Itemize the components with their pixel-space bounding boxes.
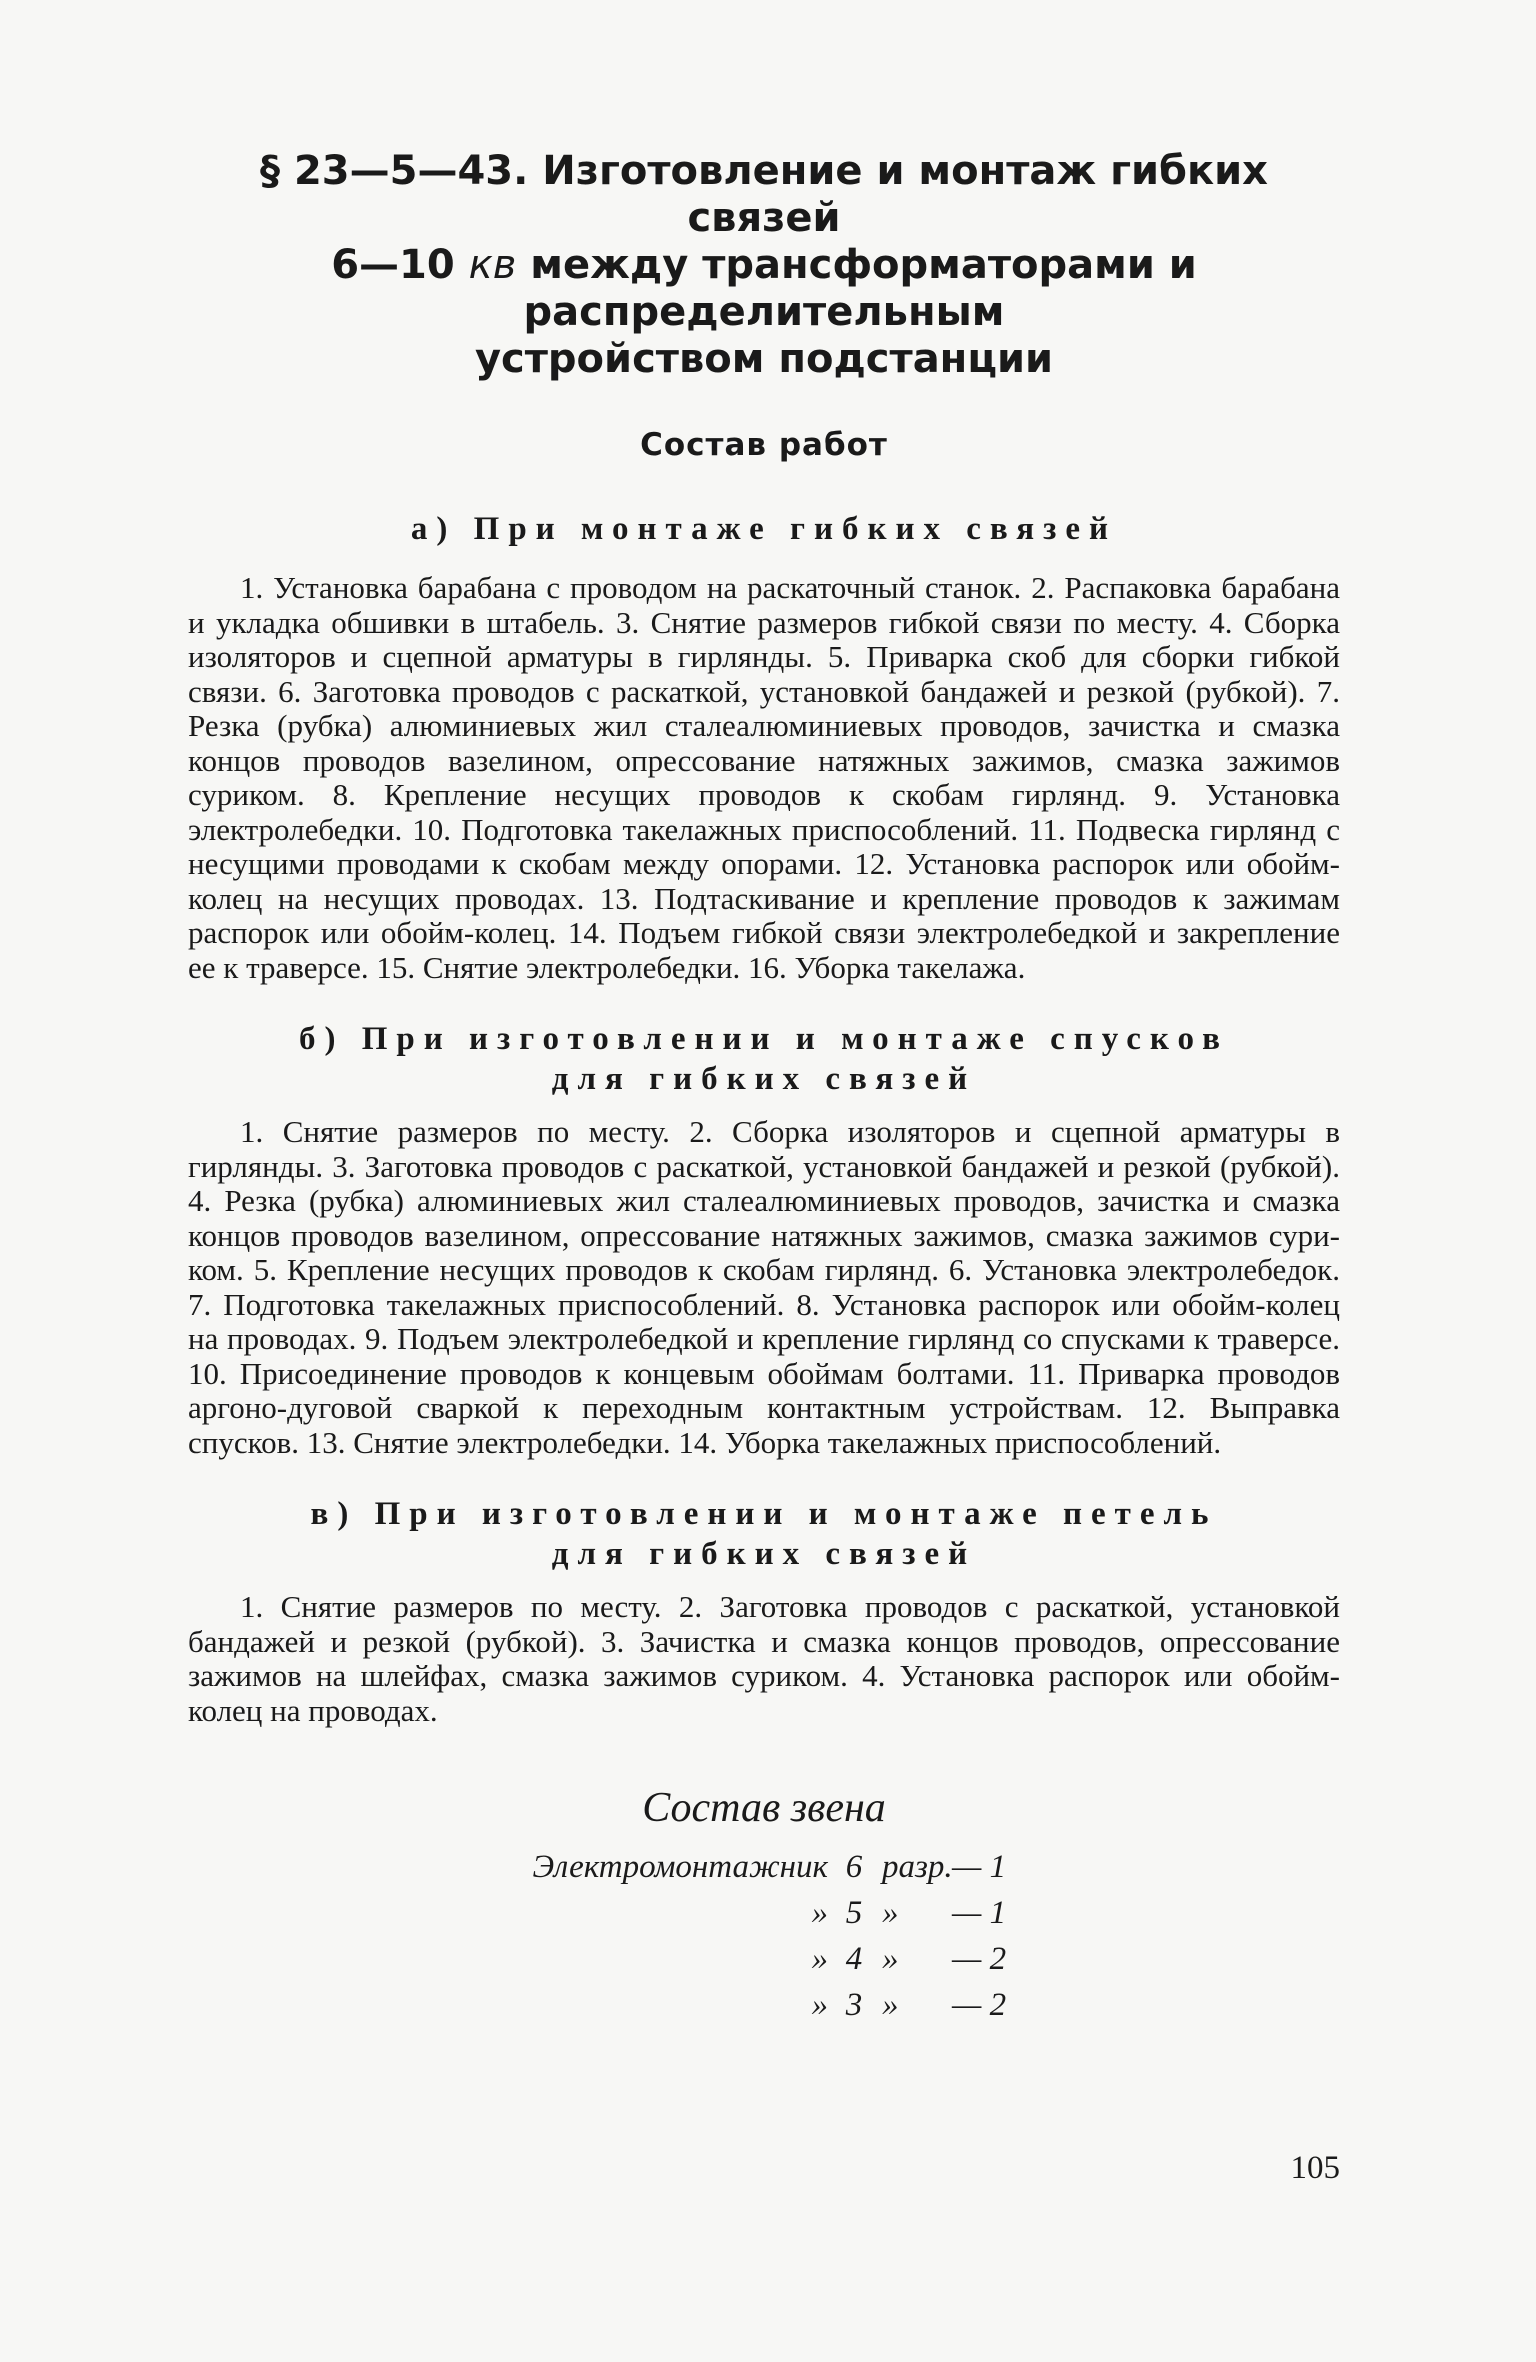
document-page [188, 148, 1340, 2028]
title-unit: кв [468, 242, 517, 288]
crew-grade: 4 [845, 1941, 863, 1977]
crew-grade: 6 [845, 1849, 863, 1885]
section-b-heading-line-2: для гибких связей [551, 1061, 977, 1097]
crew-row [508, 1844, 1340, 1890]
crew-title: Состав звена [642, 1785, 886, 1831]
crew-grade: 5 [845, 1895, 863, 1931]
crew-count: — 1 [952, 1849, 1007, 1885]
crew-count: — 1 [952, 1895, 1007, 1931]
section-c-heading [188, 1494, 1340, 1574]
crew-row [508, 1936, 1340, 1982]
section-title [188, 148, 1340, 383]
crew-grade: 3 [845, 1987, 863, 2023]
page-number: 105 [1290, 2150, 1340, 2186]
title-line-2-start: 6—10 [331, 242, 469, 288]
section-c-heading-line-2: для гибких связей [551, 1536, 977, 1572]
crew-unit: » [882, 1987, 899, 2023]
section-a-text: 1. Установка барабана с проводом на раскаточный станок. 2. Распаковка барабана и укладка обшивки в штабель. 3. Снятие размеров гибкой связи по месту. 4. Сборка изоляторов и сцепной арматуры в гирлянды. 5. Приварка скоб для сборки гибкой связи. 6. Заготовка проводов с раскаткой, установкой бандажей и резкой (рубкой). 7. Резка (рубка) алюминиевых жил сталеалюминиевых проводов, зачистка и смазка концов проводов вазелином, опрессование натяжных зажимов, смазка зажимов суриком. 8. Крепление несущих проводов к скобам гирлянд. 9. Установка электролебедки. 10. Подготовка такелажных приспособлений. 11. Подвеска гирлянд с несущими проводами к скобам между опорами. 12. Установка распорок или обойм-колец на несущих проводах. 13. Подтаскивание и крепление проводов к зажимам распорок или обойм-колец. 14. Подъем гибкой связи электролебедкой и закрепление ее к траверсе. 15. Снятие электролебедки. 16. Уборка такелажа. [188, 570, 1340, 985]
section-a-heading-text: а) При монтаже гибких связей [410, 511, 1118, 547]
crew-table [508, 1844, 1340, 2028]
crew-role: » [811, 1895, 828, 1931]
section-b-text: 1. Снятие размеров по месту. 2. Сборка изоляторов и сцепной арматуры в гирлянды. 3. Заготовка проводов с раскаткой, установкой бандажей и резкой (рубкой). 4. Резка (рубка) алюминиевых жил сталеалюминиевых проводов, зачистка и смазка концов проводов вазелином, опрессование натяжных зажимов, смазка зажимов суриком. 5. Крепление несущих проводов к скобам гирлянд. 6. Установка электролебедок. 7. Подготовка такелажных приспособлений. 8. Установка распорок или обойм-колец на проводах. 9. Подъем электролебедкой и крепление гирлянд со спусками к траверсе. 10. Присоединение проводов к концевым обоймам болтами. 11. Приварка проводов аргоно-дуговой сваркой к переходным контактным устройствам. 12. Выправка спусков. 13. Снятие электролебедки. 14. Уборка такелажных приспособлений. [188, 1114, 1340, 1460]
crew-unit: » [882, 1895, 899, 1931]
title-line-2 [188, 242, 1340, 336]
crew-unit: разр. [882, 1849, 953, 1885]
title-line-2-end: между трансформаторами и распределительным [516, 242, 1197, 335]
section-c-heading-line-1: в) При изготовлении и монтаже петель [310, 1496, 1218, 1532]
crew-count: — 2 [952, 1987, 1007, 2023]
works-subheading: Состав работ [640, 427, 888, 463]
title-line-1: § 23—5—43. Изготовление и монтаж гибких связей [260, 148, 1268, 241]
crew-row [508, 1982, 1340, 2028]
crew-count: — 2 [952, 1941, 1007, 1977]
section-b-heading-line-1: б) При изготовлении и монтаже спусков [298, 1021, 1229, 1057]
section-a-heading [188, 509, 1340, 549]
crew-role: » [811, 1987, 828, 2023]
title-line-3: устройством подстанции [474, 336, 1054, 382]
section-b-heading [188, 1019, 1340, 1099]
section-c-text: 1. Снятие размеров по месту. 2. Заготовка проводов с раскаткой, установкой бандажей и резкой (рубкой). 3. Зачистка и смазка концов проводов, опрессование зажимов на шлейфах, смазка зажимов суриком. 4. Установка распорок или обойм-колец на проводах. [188, 1589, 1340, 1728]
crew-row [508, 1890, 1340, 1936]
crew-role: » [811, 1941, 828, 1977]
crew-role: Электромонтажник [532, 1849, 828, 1885]
crew-unit: » [882, 1941, 899, 1977]
